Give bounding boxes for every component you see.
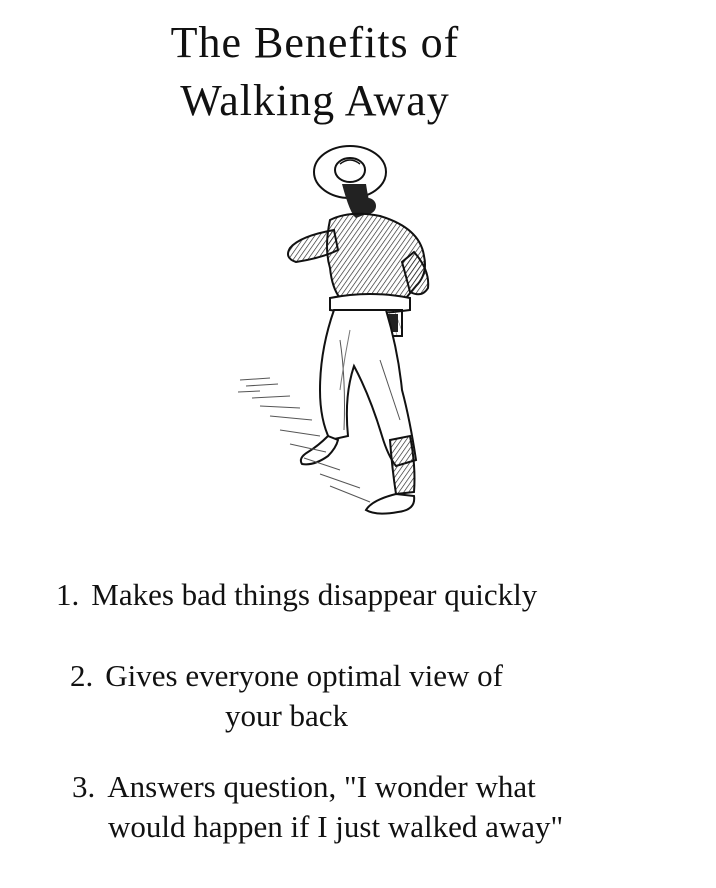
list-item xyxy=(72,767,563,847)
list-item xyxy=(70,656,503,736)
item-number: 2. xyxy=(70,658,94,693)
item-text: Answers question, "I wonder what xyxy=(107,769,536,804)
item-text: Gives everyone optimal view of xyxy=(105,658,503,693)
item-text: Makes bad things disappear quickly xyxy=(91,577,538,612)
list-item xyxy=(56,575,537,615)
item-number: 1. xyxy=(56,577,80,612)
item-text-continued: your back xyxy=(224,698,349,733)
item-text-continued: would happen if I just walked away" xyxy=(108,809,564,844)
title-line-2: Walking Away xyxy=(180,76,450,125)
title-line-1: The Benefits of xyxy=(170,18,460,67)
item-number: 3. xyxy=(72,769,96,804)
